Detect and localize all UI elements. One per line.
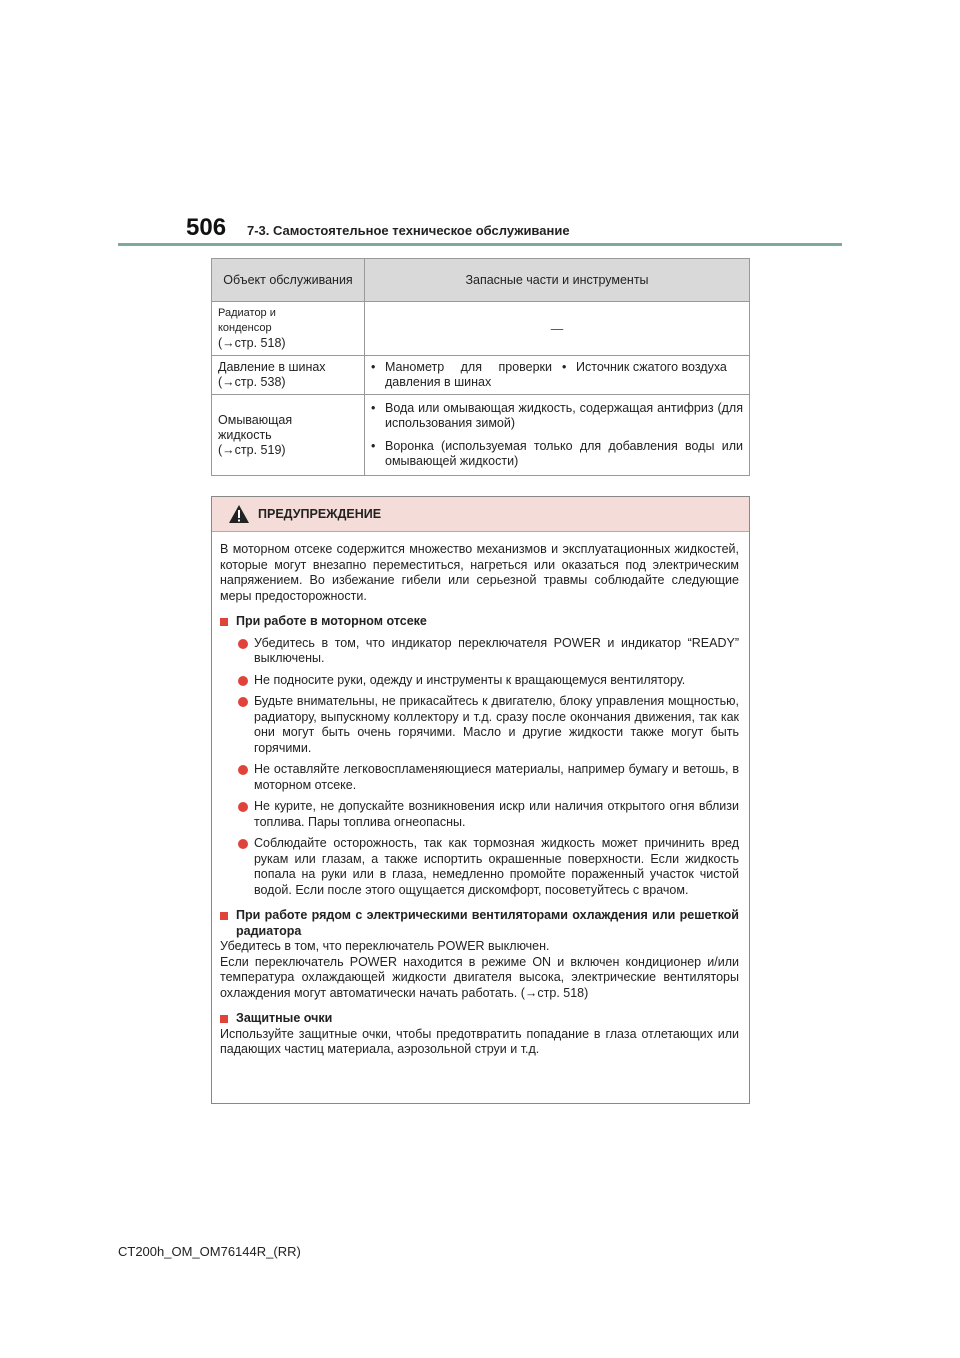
circle-bullet-icon [238,765,248,775]
item-name: Омывающая жидкость [218,412,293,442]
warning-body [212,532,749,1058]
table-header-parts: Запасные части и инструменты [365,259,750,302]
bullet-text: Воронка (используемая только для добавления воды или омывающей жидкости) [385,439,743,468]
header-rule [118,243,842,246]
table-row [212,302,750,356]
bullet: • [371,401,376,415]
table-header-row [212,259,750,302]
paragraph: Используйте защитные очки, чтобы предотвратить попадание в глаза отлетающих или падающих частиц материала, аэрозольной струи и т.д. [220,1026,739,1056]
list-item-text: Соблюдайте осторожность, так как тормозная жидкость может причинить вред рукам или глазам, а также испортить окрашенные поверхности. Если жидкость попала на руки или в глаза, немедленно промойте пораженный участок чистой водой. Если после этого ощущается дискомфорт, посоветуйтесь с врачом. [254,836,739,897]
bullet-text: Вода или омывающая жидкость, содержащая антифриз (для использования зимой) [385,401,743,430]
parts-table [211,258,750,476]
table-cell-item [212,356,365,395]
list-item [562,360,743,390]
warning-box [211,496,750,1104]
list-item [371,401,743,431]
item-reference: (→стр. 519) [218,442,286,457]
item-reference: (→стр. 538) [218,375,286,389]
table-cell-parts: — [365,302,750,356]
table-cell-item [212,302,365,356]
warning-triangle-icon [228,504,250,524]
table-header-object: Объект обслуживания [212,259,365,302]
list-item-text: Будьте внимательны, не прикасайтесь к двигателю, блоку управления мощностью, радиатору, выпускному коллектору и т.д. сразу после окончания движения, так как они могут быть очень горячими. Масло и другие жидкости также могут быть горячими. [254,694,739,755]
section-heading [220,908,739,939]
warning-header [212,497,749,532]
bullet-text: Источник сжатого воздуха [576,360,727,374]
circle-bullet-icon [238,697,248,707]
list-item-text: Не оставляйте легковоспламеняющиеся материалы, например бумагу и ветошь, в моторном отсеке. [254,762,739,792]
section-heading-text: Защитные очки [236,1011,333,1025]
paragraph-line: Если переключатель POWER находится в режиме ON и включен кондиционер и/или температура охлаждающей жидкости двигателя высока, электрические вентиляторы охлаждения могут автоматически начать работать. (→стр. 518) [220,954,739,1000]
circle-bullet-icon [238,839,248,849]
paragraph-line: Убедитесь в том, что переключатель POWER выключен. [220,939,550,953]
list-item [371,439,743,469]
bullet: • [371,439,376,453]
item-reference: (→стр. 518) [218,336,286,350]
circle-bullet-icon [238,639,248,649]
section-title: 7-3. Самостоятельное техническое обслуживание [247,223,570,238]
table-row [212,356,750,395]
item-name: Давление в шинах [218,360,326,374]
list-item [238,836,739,898]
square-bullet-icon [220,912,228,920]
bullet-text: Манометр для проверки давления в шинах [385,360,552,389]
table-cell-parts [365,356,750,395]
document-code: CT200h_OM_OM76144R_(RR) [118,1244,301,1259]
bullet: • [371,360,376,374]
table-cell-item [212,395,365,476]
list-item [238,694,739,756]
list-item-text: Не курите, не допускайте возникновения искр или наличия открытого огня вблизи топлива. Пары топлива огнеопасны. [254,799,739,829]
list-item [238,799,739,830]
circle-bullet-icon [238,802,248,812]
page-number: 506 [186,214,227,241]
section-heading [220,614,739,630]
section-heading [220,1011,739,1027]
list-item-text: Убедитесь в том, что индикатор переключателя POWER и индикатор “READY” выключены. [254,635,739,665]
table-cell-parts [365,395,750,476]
paragraph [220,939,739,1001]
warning-title: ПРЕДУПРЕЖДЕНИЕ [258,507,382,521]
circle-bullet-icon [238,676,248,686]
warning-intro: В моторном отсеке содержится множество механизмов и эксплуатационных жидкостей, которые могут внезапно переместиться, нагреться или оказаться под электрическим напряжением. Во избежание гибели или серьезной травмы соблюдайте следующие меры предосторожности. [220,542,739,603]
list-item-text: Не подносите руки, одежду и инструменты к вращающемуся вентилятору. [254,672,686,687]
bullet: • [562,360,567,374]
item-name: Радиатор и конденсор [218,307,276,334]
section-heading-text: При работе в моторном отсеке [236,614,427,628]
square-bullet-icon [220,618,228,626]
list-item [238,762,739,793]
table-row [212,395,750,476]
list-item [238,673,739,689]
list-item [238,636,739,667]
square-bullet-icon [220,1015,228,1023]
list-item [371,360,552,390]
section-heading-text: При работе рядом с электрическими вентиляторами охлаждения или решеткой радиатора [236,908,739,938]
